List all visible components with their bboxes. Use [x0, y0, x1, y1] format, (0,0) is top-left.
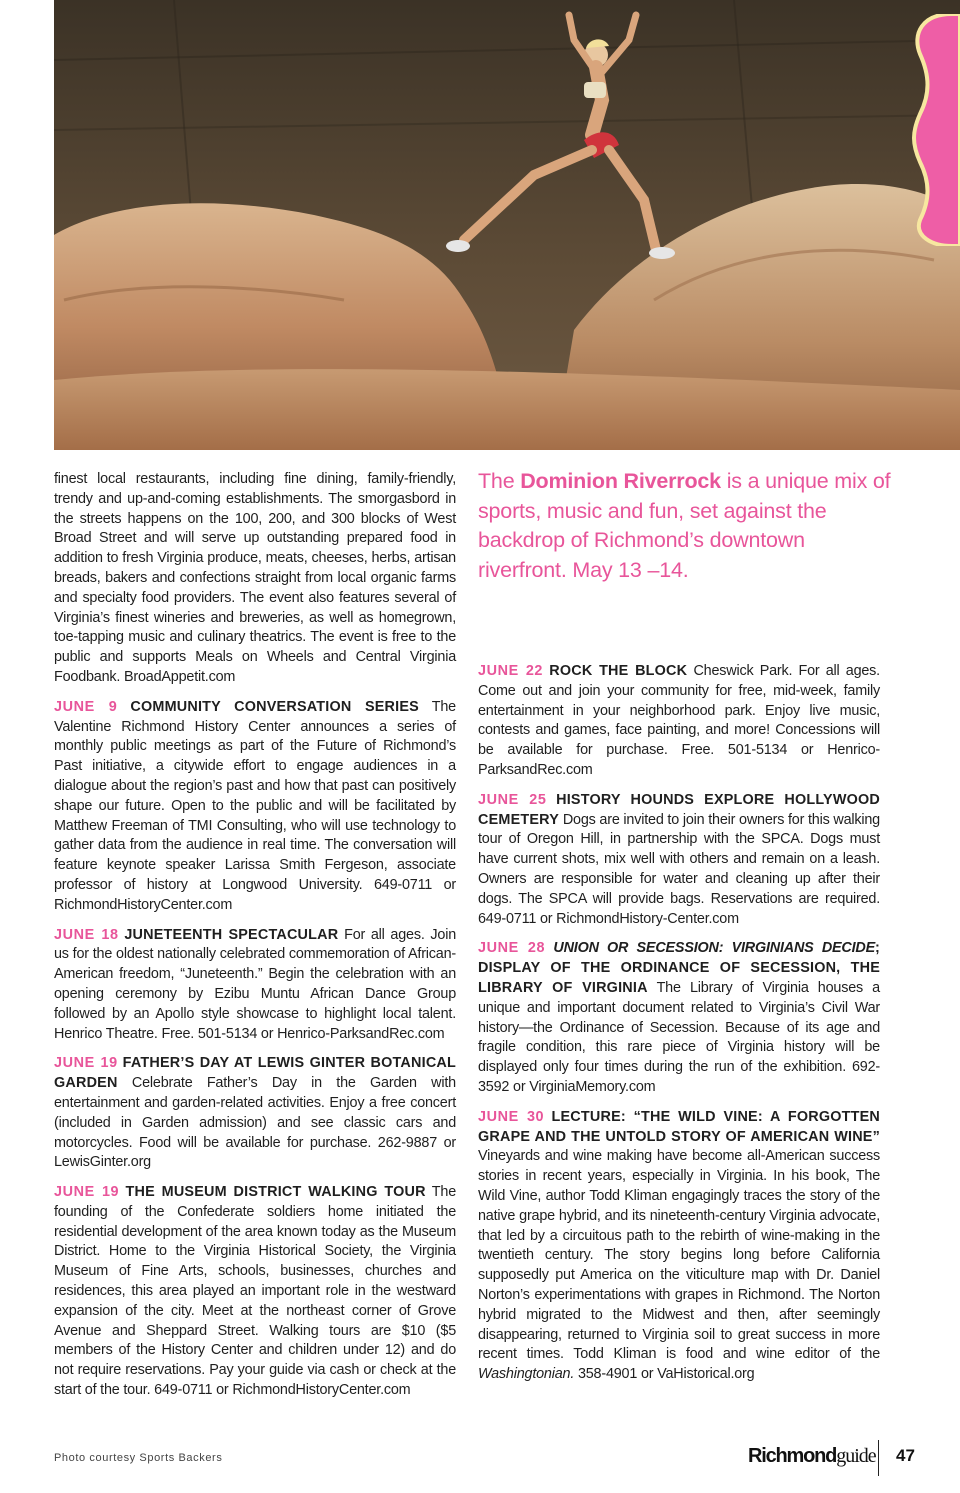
event-body: Celebrate Father’s Day in the Garden with entertainment and garden-related activities. Enjoy a free concert (included in Garden admission) and see classic cars and motorcycles. Food will be available for purchase. 262-9887 or LewisGinter.org [54, 1075, 456, 1171]
event-title: JUNETEENTH SPECTACULAR [124, 926, 339, 943]
event-june-19-walking-tour [54, 1183, 456, 1401]
event-june-28 [478, 939, 880, 1097]
pull-quote [478, 467, 898, 585]
brand-logo [748, 1445, 876, 1468]
publication-name: Washingtonian. [478, 1366, 575, 1383]
event-date: JUNE 30 [478, 1108, 545, 1125]
event-body: For all ages. Join us for the oldest nationally celebrated commemoration of African-American freedom, “Juneteenth.” Begin the celebration with an opening ceremony by Ezibu Muntu African Dance Group followed by an Apollo style showcase to highlight local talent. Henrico Theatre. Free. 501-5134 or Henrico-ParksandRec.com [54, 926, 456, 1042]
event-date: JUNE 9 [54, 698, 118, 715]
event-body: Dogs are invited to join their owners for this walking tour of Oregon Hill, in partnership with the SPCA. Dogs must have current shots, mix well with others and remain on a leash. Owners are responsible for water and cleaning up after their dogs. The SPCA will provide bags. Reservations are required. 649-0711 or RichmondHistory-Center.com [478, 811, 880, 927]
event-title: ROCK THE BLOCK [549, 663, 688, 679]
event-date: JUNE 28 [478, 940, 546, 957]
page-number: 47 [896, 1446, 915, 1465]
event-june-9 [54, 698, 456, 916]
event-title: LECTURE: “THE WILD VINE: A FORGOTTEN GRAPE AND THE UNTOLD STORY OF AMERICAN WINE” [478, 1108, 880, 1145]
hero-photo-illustration [54, 0, 960, 450]
event-title-italic: UNION OR SECESSION: VIRGINIANS DECIDE [553, 940, 875, 957]
event-june-19-garden [54, 1054, 456, 1173]
event-date: JUNE 18 [54, 926, 119, 943]
event-body: The Library of Virginia houses a unique and important document related to Virginia’s Civil War history—the Ordinance of Secession. Because of its age and fragile condition, this rare piece of Virginia history will be displayed only four times during the run of the exhibition. 692-3592 or VirginiaMemory.com [478, 979, 880, 1095]
photo-credit: Photo courtesy Sports Backers [54, 1452, 223, 1464]
event-date: JUNE 19 [54, 1055, 118, 1072]
event-body-end: 358-4901 or VaHistorical.org [574, 1366, 755, 1383]
section-tab [912, 14, 960, 246]
brand-logo-light: guide [836, 1445, 876, 1467]
event-june-22 [478, 662, 880, 781]
event-body: The Valentine Richmond History Center announces a series of monthly public meetings as part of the Future of Richmond’s Past initiative, a citywide effort to engage audiences in a dialogue about the region’s past and how that past can positively shape our future. Open to the public and will be facilitated by Matthew Freeman of TMI Consulting, who will use technology to gather data from the audience in real time. The conversation will feature keynote speaker Larissa Smith Fergeson, associate professor of history at Longwood University. 649-0711 or RichmondHistoryCenter.com [54, 698, 456, 913]
right-column [478, 662, 880, 1395]
event-body: The founding of the Confederate soldiers home initiated the residential development of the area known today as the Museum District. Home to the Virginia Historical Society, the Virginia Museum of Fine Arts, schools, businesses, churches and residences, this area played an important role in the westward expansion of the city. Meet at the northeast corner of Grove Avenue and Sheppard Street. Walking tours are $10 ($5 members of the History Center and children under 12) and do not require reservations. Pay your guide via cash or check at the start of the tour. 649-0711 or RichmondHistoryCenter.com [54, 1184, 456, 1399]
event-title: ; DISPLAY OF THE ORDINANCE OF SECESSION, THE LIBRARY OF VIRGINIA [478, 940, 880, 996]
event-date: JUNE 19 [54, 1184, 120, 1201]
event-title: FATHER’S DAY AT LEWIS GINTER BOTANICAL GARDEN [54, 1055, 456, 1092]
event-title: THE MUSEUM DISTRICT WALKING TOUR [125, 1184, 426, 1201]
event-june-30 [478, 1108, 880, 1385]
hero-photo [54, 0, 960, 450]
event-date: JUNE 25 [478, 791, 547, 808]
event-june-25 [478, 791, 880, 930]
brand-logo-bold: Richmond [748, 1445, 837, 1467]
pull-quote-rest: is a unique mix of sports, music and fun, set against the backdrop of Richmond’s downtown riverfront. May 13 –14. [478, 469, 891, 582]
event-june-18 [54, 926, 456, 1045]
pull-quote-lead: The [478, 469, 521, 493]
event-title: HISTORY HOUNDS EXPLORE HOLLYWOOD CEMETERY [478, 791, 880, 828]
event-body: Cheswick Park. For all ages. Come out and join your community for free, mid-week, family entertainment in your neighborhood park. Enjoy live music, contests and games, face painting, and more! Concessions will be available for purchase. Free. 501-5134 or Henrico-ParksandRec.com [478, 663, 880, 778]
left-column [54, 470, 456, 1411]
intro-paragraph: finest local restaurants, including fine dining, family-friendly, trendy and up-and-coming establishments. The smorgasbord in the streets happens on the 100, 200, and 300 blocks of West Broad Street and will serve up outstanding prepared food in addition to fresh Virginia produce, meats, cheeses, herbs, artisan breads, bakers and confections straight from local organic farms and specialty food providers. The event also features several of Virginia’s finest wineries and breweries, as well as homegrown, toe-tapping music and culinary theatrics. The event is free to the public and supports Meals on Wheels and Central Virginia Foodbank. BroadAppetit.com [54, 471, 456, 685]
pull-quote-highlight: Dominion Riverrock [520, 469, 721, 493]
footer-divider [878, 1440, 879, 1476]
event-date: JUNE 22 [478, 663, 544, 679]
event-body: Vineyards and wine making have become all-American success stories in recent years, especially in Virginia. In his book, The Wild Vine, author Todd Kliman engagingly traces the story of the native grape hybrid, and its nineteenth-century Virginia advocate, that led by a circuitous path to the rebirth of wine-making in the twentieth century. The story begins long before California supposedly put America on the viticulture map with Dr. Daniel Norton’s experimentations with grapes in Richmond. The Norton hybrid migrated to the Midwest and then, after seemingly disappearing, returned to Virginia soil to great success in more recent times. Todd Kliman is food and wine editor of the [478, 1148, 880, 1363]
event-title: COMMUNITY CONVERSATION SERIES [130, 698, 419, 715]
